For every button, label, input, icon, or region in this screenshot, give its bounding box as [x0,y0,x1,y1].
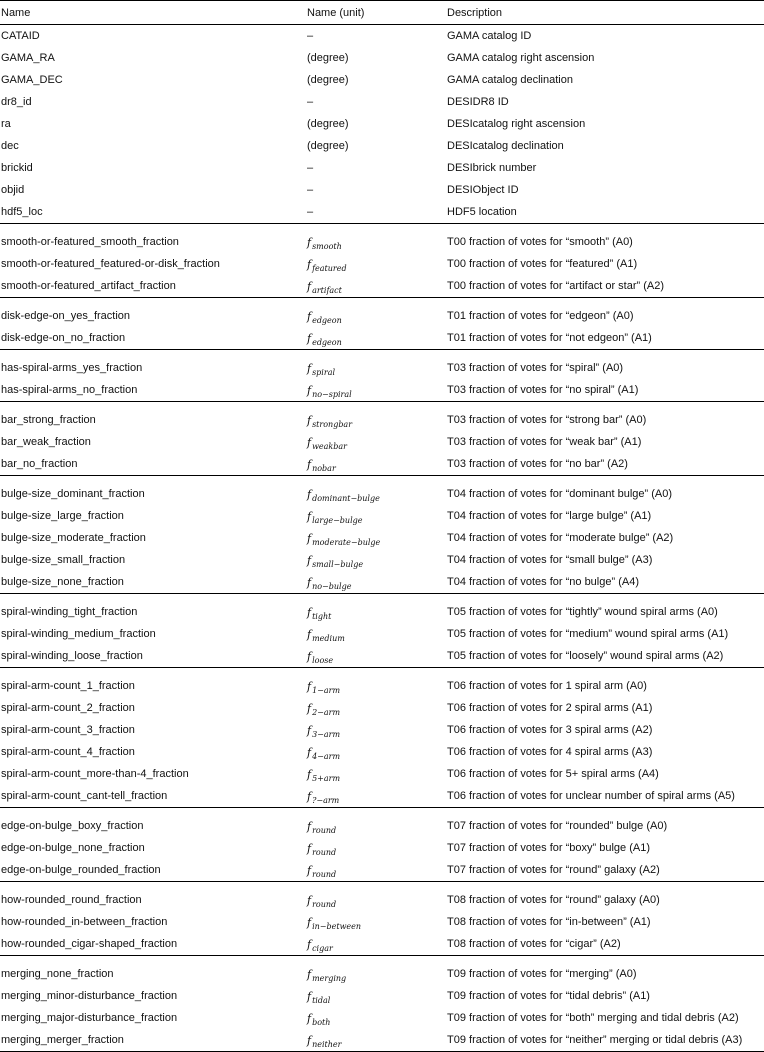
group-spacer [0,668,764,675]
cell-name: spiral-winding_loose_fraction [1,650,143,662]
cell-name: edge-on-bulge_rounded_fraction [1,864,161,876]
cell-description: T01 fraction of votes for “not edgeon” (A1) [447,332,652,344]
symbol-f: f [307,235,312,249]
symbol-subscript: smooth [312,241,342,251]
row-group [0,882,764,956]
cell-description: T03 fraction of votes for “weak bar” (A1) [447,436,642,448]
cell-unit [307,258,447,271]
cell-name: merging_merger_fraction [1,1034,124,1046]
symbol-subscript: loose [312,655,334,665]
cell-unit [307,436,447,449]
cell-name: edge-on-bulge_boxy_fraction [1,820,144,832]
cell-name: dec [1,140,19,152]
cell-description: T01 fraction of votes for “edgeon” (A0) [447,310,634,322]
symbol-subscript: 2−arm [312,707,341,717]
symbol-subscript: medium [312,633,345,643]
cell-unit [307,1034,447,1047]
cell-unit: – [307,206,314,218]
symbol-f: f [307,937,312,951]
symbol-subscript: 5+arm [312,773,341,783]
symbol-subscript: tight [312,611,332,621]
table-row [0,719,764,741]
row-group [0,668,764,808]
cell-description: T09 fraction of votes for “both” merging and tidal debris (A2) [447,1012,739,1024]
cell-name: disk-edge-on_yes_fraction [1,310,131,322]
table-row [0,409,764,431]
cell-name: bar_weak_fraction [1,436,91,448]
table-row [0,645,764,667]
cell-name: smooth-or-featured_smooth_fraction [1,236,179,248]
table-row [0,357,764,379]
group-spacer [0,808,764,815]
table-row [0,1007,764,1029]
cell-unit [307,842,447,855]
symbol-subscript: 3−arm [312,729,341,739]
symbol-subscript: small−bulge [312,559,364,569]
symbol-subscript: round [312,869,337,879]
symbol-f: f [307,279,312,293]
symbol-subscript: large−bulge [312,515,363,525]
cell-unit [307,820,447,833]
cell-name: GAMA_DEC [1,74,63,86]
group-spacer [0,476,764,483]
table-row [0,623,764,645]
symbol-subscript: strongbar [312,419,353,429]
table-row [0,47,764,69]
cell-name: bulge-size_moderate_fraction [1,532,146,544]
symbol-subscript: cigar [312,943,333,953]
symbol-f: f [307,701,312,715]
cell-description: T00 fraction of votes for “artifact or star” (A2) [447,280,665,292]
cell-unit: – [307,96,314,108]
cell-description: T08 fraction of votes for “in-between” (A1) [447,916,651,928]
symbol-f: f [307,915,312,929]
cell-unit: (degree) [307,140,349,152]
cell-unit [307,458,447,471]
table-row [0,327,764,349]
cell-description: T08 fraction of votes for “round” galaxy (A0) [447,894,660,906]
symbol-subscript: weakbar [312,441,347,451]
cell-unit [307,864,447,877]
symbol-f: f [307,361,312,375]
cell-unit [307,280,447,293]
cell-description: DESIObject ID [447,184,519,196]
symbol-f: f [307,767,312,781]
symbol-subscript: in−between [312,921,362,931]
cell-description: T04 fraction of votes for “no bulge” (A4) [447,576,639,588]
cell-name: bulge-size_none_fraction [1,576,124,588]
cell-unit [307,650,447,663]
cell-unit [307,362,447,375]
table-row [0,91,764,113]
row-group [0,25,764,224]
cell-description: T03 fraction of votes for “strong bar” (A0) [447,414,647,426]
cell-unit: (degree) [307,118,349,130]
cell-unit [307,310,447,323]
symbol-f: f [307,457,312,471]
cell-description: T03 fraction of votes for “no spiral” (A1) [447,384,639,396]
cell-description: DESIcatalog right ascension [447,118,586,130]
cell-name: how-rounded_in-between_fraction [1,916,168,928]
table-row [0,179,764,201]
cell-unit [307,554,447,567]
symbol-f: f [307,435,312,449]
cell-unit: – [307,30,314,42]
table-row [0,911,764,933]
table-row [0,69,764,91]
symbol-subscript: edgeon [312,315,342,325]
symbol-subscript: moderate−bulge [312,537,381,547]
cell-unit: (degree) [307,52,349,64]
table-row [0,431,764,453]
cell-description: T00 fraction of votes for “featured” (A1) [447,258,638,270]
symbol-f: f [307,723,312,737]
cell-name: GAMA_RA [1,52,55,64]
cell-name: bulge-size_small_fraction [1,554,126,566]
group-spacer [0,594,764,601]
cell-description: T04 fraction of votes for “dominant bulge” (A0) [447,488,672,500]
table-row [0,453,764,475]
cell-name: CATAID [1,30,40,42]
cell-name: has-spiral-arms_no_fraction [1,384,138,396]
symbol-f: f [307,257,312,271]
cell-unit [307,1012,447,1025]
symbol-f: f [307,627,312,641]
cell-description: GAMA catalog right ascension [447,52,595,64]
symbol-subscript: ?−arm [312,795,340,805]
symbol-subscript: both [312,1017,331,1027]
table-row [0,985,764,1007]
cell-unit [307,606,447,619]
cell-name: merging_none_fraction [1,968,114,980]
group-spacer [0,350,764,357]
symbol-f: f [307,531,312,545]
symbol-f: f [307,1011,312,1025]
cell-name: spiral-arm-count_cant-tell_fraction [1,790,168,802]
cell-description: T09 fraction of votes for “tidal debris” (A1) [447,990,650,1002]
table-row [0,785,764,807]
cell-description: T07 fraction of votes for “round” galaxy (A2) [447,864,660,876]
cell-name: bulge-size_dominant_fraction [1,488,145,500]
cell-description: T06 fraction of votes for 5+ spiral arms (A4) [447,768,659,780]
symbol-f: f [307,649,312,663]
cell-name: how-rounded_round_fraction [1,894,142,906]
cell-description: GAMA catalog declination [447,74,573,86]
cell-description: DESIDR8 ID [447,96,509,108]
symbol-f: f [307,967,312,981]
table-row [0,837,764,859]
cell-name: merging_minor-disturbance_fraction [1,990,178,1002]
table-row [0,201,764,223]
cell-unit [307,768,447,781]
cell-name: bar_no_fraction [1,458,78,470]
symbol-f: f [307,487,312,501]
table-row [0,527,764,549]
cell-description: T07 fraction of votes for “boxy” bulge (A1) [447,842,650,854]
header-name: Name [1,6,31,19]
table-row [0,859,764,881]
cell-unit [307,724,447,737]
symbol-subscript: nobar [312,463,336,473]
symbol-subscript: round [312,825,337,835]
cell-description: T04 fraction of votes for “large bulge” (A1) [447,510,652,522]
cell-unit [307,916,447,929]
table-row [0,305,764,327]
cell-name: dr8_id [1,96,32,108]
cell-description: T06 fraction of votes for 1 spiral arm (A0) [447,680,647,692]
symbol-f: f [307,819,312,833]
group-spacer [0,956,764,963]
cell-name: how-rounded_cigar-shaped_fraction [1,938,178,950]
symbol-subscript: round [312,899,337,909]
cell-unit [307,532,447,545]
cell-name: spiral-arm-count_1_fraction [1,680,135,692]
table-row [0,505,764,527]
cell-unit [307,894,447,907]
cell-description: T06 fraction of votes for unclear number of spiral arms (A5) [447,790,735,802]
cell-description: DESIcatalog declination [447,140,564,152]
cell-description: DESIbrick number [447,162,537,174]
cell-name: disk-edge-on_no_fraction [1,332,126,344]
cell-description: HDF5 location [447,206,517,218]
cell-name: merging_major-disturbance_fraction [1,1012,178,1024]
table-row [0,549,764,571]
table-row [0,275,764,297]
table-row [0,231,764,253]
table-row [0,963,764,985]
symbol-subscript: merging [312,973,347,983]
symbol-subscript: featured [312,263,347,273]
symbol-subscript: no−spiral [312,389,352,399]
cell-description: GAMA catalog ID [447,30,532,42]
cell-name: smooth-or-featured_artifact_fraction [1,280,176,292]
table-body [0,25,764,1052]
cell-description: T09 fraction of votes for “merging” (A0) [447,968,637,980]
table-row [0,815,764,837]
cell-description: T06 fraction of votes for 4 spiral arms (A3) [447,746,653,758]
row-group [0,298,764,350]
cell-name: objid [1,184,25,196]
table-row [0,889,764,911]
cell-name: brickid [1,162,33,174]
table-row [0,675,764,697]
symbol-subscript: 4−arm [312,751,341,761]
table-row [0,113,764,135]
symbol-subscript: no−bulge [312,581,352,591]
table-header [0,1,764,24]
table-row [0,741,764,763]
cell-name: has-spiral-arms_yes_fraction [1,362,143,374]
row-group [0,224,764,298]
table-row [0,763,764,785]
cell-name: spiral-arm-count_4_fraction [1,746,135,758]
row-group [0,402,764,476]
symbol-subscript: neither [312,1039,342,1049]
cell-unit [307,384,447,397]
cell-name: ra [1,118,11,130]
cell-unit [307,746,447,759]
cell-unit [307,628,447,641]
cell-description: T05 fraction of votes for “tightly” wound spiral arms (A0) [447,606,718,618]
table-row [0,135,764,157]
row-group [0,808,764,882]
cell-name: bar_strong_fraction [1,414,96,426]
cell-unit [307,938,447,951]
cell-name: spiral-arm-count_3_fraction [1,724,135,736]
symbol-f: f [307,309,312,323]
cell-unit [307,414,447,427]
cell-unit [307,968,447,981]
symbol-f: f [307,413,312,427]
header-description: Description [447,6,503,19]
group-spacer [0,224,764,231]
cell-unit: (degree) [307,74,349,86]
cell-unit [307,576,447,589]
cell-unit [307,488,447,501]
symbol-subscript: artifact [312,285,342,295]
cell-description: T09 fraction of votes for “neither” merging or tidal debris (A3) [447,1034,743,1046]
symbol-subscript: 1−arm [312,685,341,695]
cell-name: spiral-winding_medium_fraction [1,628,156,640]
symbol-f: f [307,575,312,589]
cell-description: T03 fraction of votes for “spiral” (A0) [447,362,624,374]
cell-unit [307,990,447,1003]
cell-unit [307,236,447,249]
row-group [0,956,764,1052]
row-group [0,476,764,594]
table-row [0,483,764,505]
group-spacer [0,402,764,409]
cell-unit: – [307,162,314,174]
cell-description: T08 fraction of votes for “cigar” (A2) [447,938,621,950]
symbol-f: f [307,863,312,877]
table-row [0,157,764,179]
symbol-f: f [307,331,312,345]
cell-name: edge-on-bulge_none_fraction [1,842,145,854]
group-spacer [0,882,764,889]
table-row [0,697,764,719]
table-row [0,25,764,47]
cell-description: T00 fraction of votes for “smooth” (A0) [447,236,633,248]
group-spacer [0,298,764,305]
cell-unit [307,680,447,693]
symbol-f: f [307,553,312,567]
symbol-f: f [307,745,312,759]
cell-unit [307,332,447,345]
symbol-subscript: spiral [312,367,336,377]
symbol-f: f [307,789,312,803]
table-row [0,253,764,275]
table-row [0,571,764,593]
symbol-f: f [307,605,312,619]
cell-unit [307,510,447,523]
table-row [0,379,764,401]
cell-name: smooth-or-featured_featured-or-disk_fraction [1,258,220,270]
cell-description: T05 fraction of votes for “medium” wound spiral arms (A1) [447,628,729,640]
cell-name: spiral-winding_tight_fraction [1,606,138,618]
symbol-f: f [307,679,312,693]
cell-description: T06 fraction of votes for 3 spiral arms (A2) [447,724,653,736]
symbol-subscript: edgeon [312,337,342,347]
symbol-f: f [307,509,312,523]
table-row [0,933,764,955]
cell-unit [307,790,447,803]
header-unit: Name (unit) [307,6,365,19]
cell-description: T03 fraction of votes for “no bar” (A2) [447,458,628,470]
cell-description: T04 fraction of votes for “moderate bulge” (A2) [447,532,674,544]
cell-name: hdf5_loc [1,206,43,218]
symbol-f: f [307,1033,312,1047]
cell-name: spiral-arm-count_2_fraction [1,702,135,714]
symbol-f: f [307,841,312,855]
cell-name: spiral-arm-count_more-than-4_fraction [1,768,189,780]
cell-description: T05 fraction of votes for “loosely” wound spiral arms (A2) [447,650,724,662]
table-row [0,601,764,623]
symbol-subscript: round [312,847,337,857]
row-group [0,594,764,668]
cell-description: T06 fraction of votes for 2 spiral arms (A1) [447,702,653,714]
cell-name: bulge-size_large_fraction [1,510,124,522]
cell-description: T07 fraction of votes for “rounded” bulge (A0) [447,820,668,832]
cell-unit: – [307,184,314,196]
symbol-subscript: tidal [312,995,331,1005]
symbol-subscript: dominant−bulge [312,493,380,503]
symbol-f: f [307,893,312,907]
row-group [0,350,764,402]
cell-description: T04 fraction of votes for “small bulge” (A3) [447,554,653,566]
cell-unit [307,702,447,715]
symbol-f: f [307,383,312,397]
symbol-f: f [307,989,312,1003]
